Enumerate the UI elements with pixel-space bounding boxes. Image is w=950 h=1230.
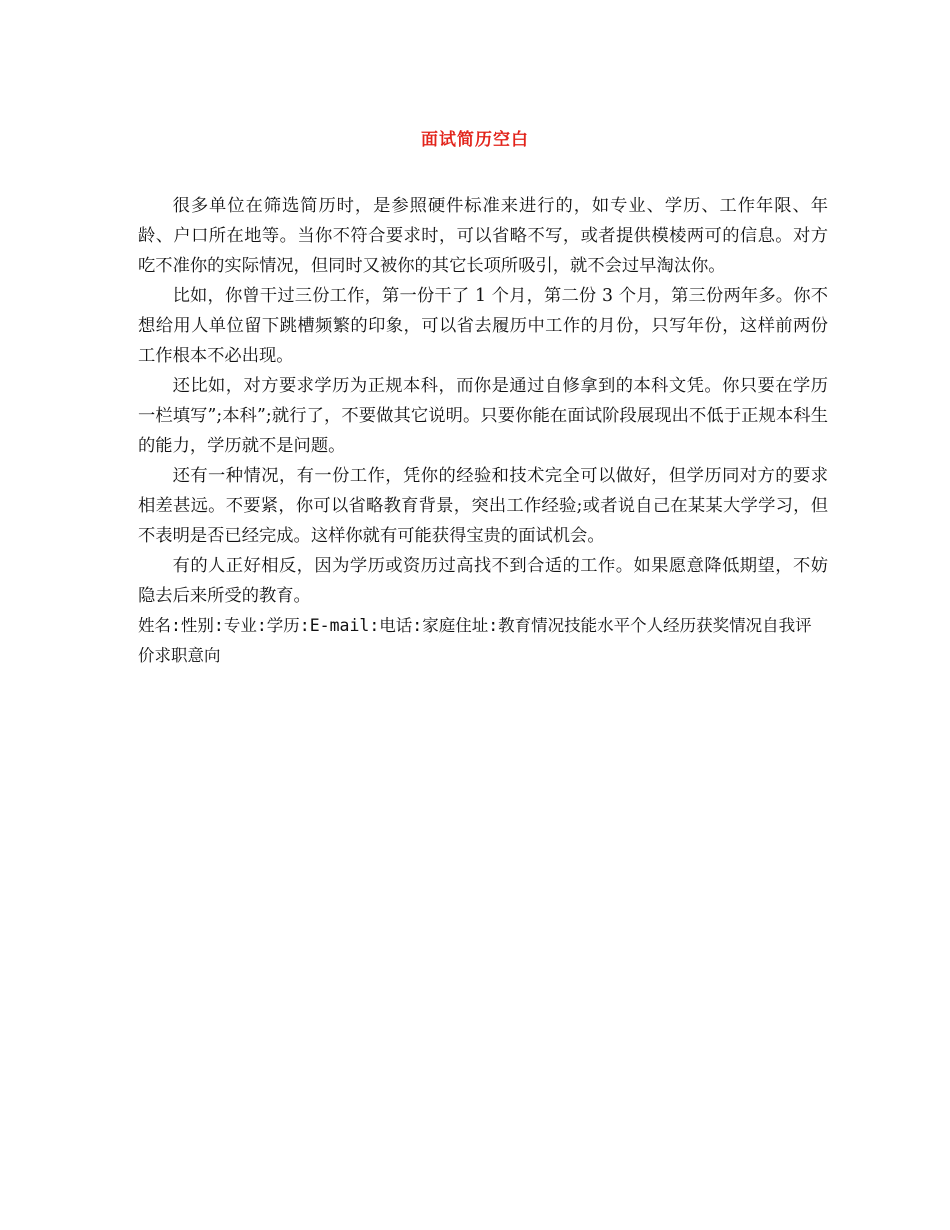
paragraph-overqualified: 有的人正好相反，因为学历或资历过高找不到合适的工作。如果愿意降低期望，不妨隐去后来所受的教育。 <box>138 556 828 606</box>
document-title: 面试简历空白 <box>421 130 529 150</box>
paragraph-education: 还比如，对方要求学历为正规本科，而你是通过自修拿到的本科文凭。你只要在学历一栏填写”;本科”;就行了，不要做其它说明。只要你能在面试阶段展现出不低于正规本科生的能力，学历就不是问题。 <box>138 376 828 456</box>
paragraph-job-history: 比如，你曾干过三份工作，第一份干了 1 个月，第二份 3 个月，第三份两年多。你不想给用人单位留下跳槽频繁的印象，可以省去履历中工作的月份，只写年份，这样前两份工作根本不必出现。 <box>138 286 828 366</box>
paragraph-screening: 很多单位在筛选简历时，是参照硬件标准来进行的，如专业、学历、工作年限、年龄、户口所在地等。当你不符合要求时，可以省略不写，或者提供模棱两可的信息。对方吃不准你的实际情况，但同时又被你的其它长项所吸引，就不会过早淘汰你。 <box>138 196 828 276</box>
paragraph-experience: 还有一种情况，有一份工作，凭你的经验和技术完全可以做好，但学历同对方的要求相差甚远。不要紧，你可以省略教育背景，突出工作经验;或者说自己在某某大学学习，但不表明是否已经完成。这样你就有可能获得宝贵的面试机会。 <box>138 466 828 546</box>
document-body <box>138 191 828 671</box>
resume-fields-line: 姓名:性别:专业:学历:E-mail:电话:家庭住址:教育情况技能水平个人经历获奖情况自我评价求职意向 <box>138 616 812 665</box>
